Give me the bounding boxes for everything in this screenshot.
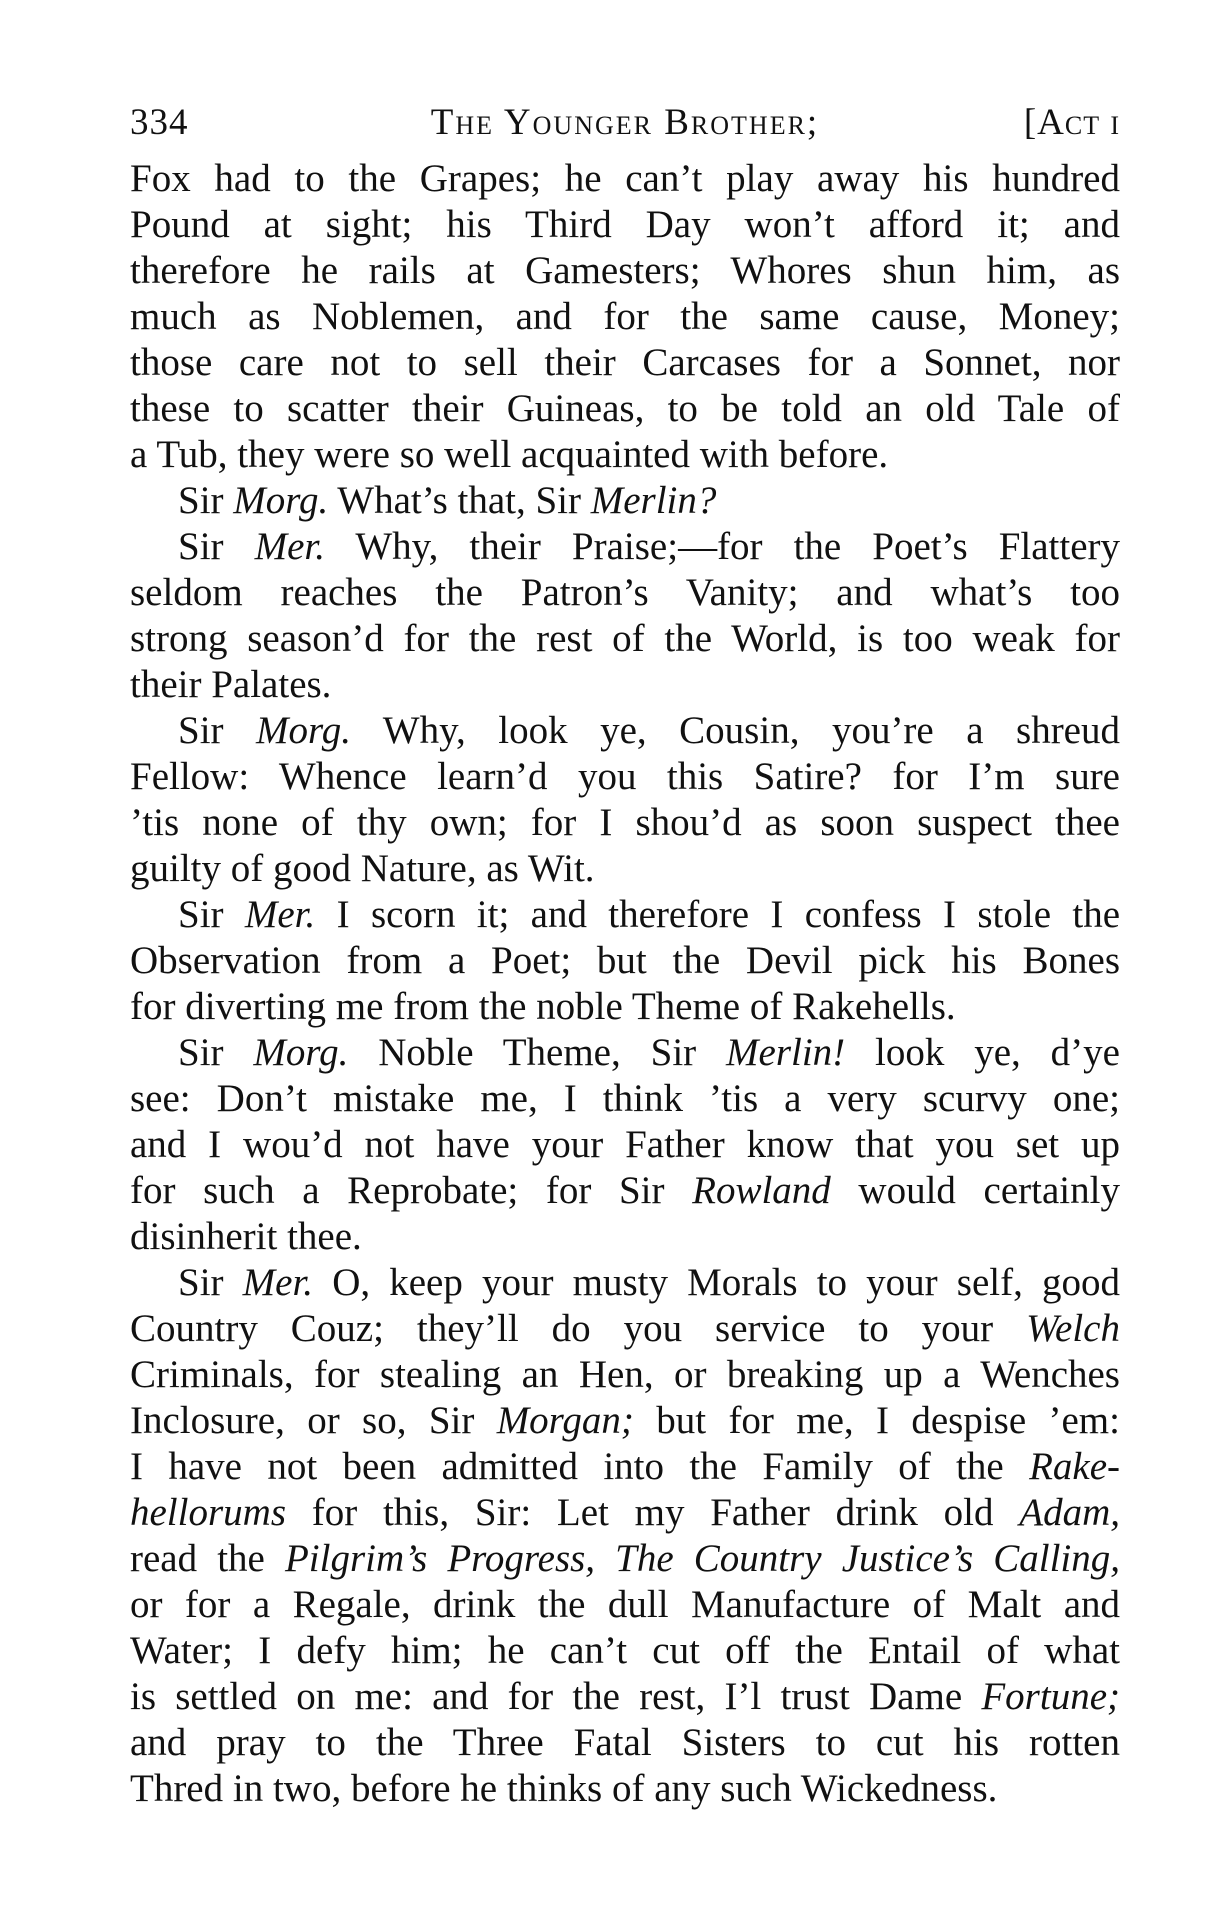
text-segment: Water; I defy him; he can’t cut off the Entail of what bbox=[130, 1629, 1120, 1672]
text-line bbox=[130, 662, 1120, 708]
text-segment: for this, Sir: Let my Father drink old bbox=[286, 1491, 1020, 1534]
text-segment: their Palates. bbox=[130, 663, 332, 706]
text-segment: a Tub, they were so well acquainted with before. bbox=[130, 433, 889, 476]
italic-text: Mer. bbox=[242, 1261, 314, 1304]
text-line bbox=[130, 1490, 1120, 1536]
act-label: [Act i bbox=[1023, 102, 1120, 143]
text-segment: therefore he rails at Gamesters; Whores shun him, as bbox=[130, 249, 1120, 292]
text-segment: Sir bbox=[178, 1261, 243, 1304]
speech-paragraph bbox=[130, 892, 1120, 1030]
text-segment: Inclosure, or so, Sir bbox=[130, 1399, 497, 1442]
text-segment: Why, their Praise;—for the Poet’s Flattery bbox=[324, 525, 1121, 568]
text-line bbox=[130, 478, 1120, 524]
text-segment: disinherit thee. bbox=[130, 1215, 362, 1258]
text-line bbox=[130, 1260, 1120, 1306]
text-line bbox=[130, 1076, 1120, 1122]
text-segment: Why, look ye, Cousin, you’re a shreud bbox=[350, 709, 1120, 752]
text-segment: Observation from a Poet; but the Devil pick his Bones bbox=[130, 939, 1120, 982]
text-line bbox=[130, 524, 1120, 570]
text-segment: for diverting me from the noble Theme of Rakehells. bbox=[130, 985, 956, 1028]
text-line bbox=[130, 294, 1120, 340]
text-segment: and I wou’d not have your Father know that you set up bbox=[130, 1123, 1120, 1166]
text-segment: look ye, d’ye bbox=[845, 1031, 1120, 1074]
text-segment bbox=[595, 1537, 615, 1580]
text-line bbox=[130, 1214, 1120, 1260]
italic-text: Morgan; bbox=[496, 1399, 634, 1442]
text-segment: ’tis none of thy own; for I shou’d as soon suspect thee bbox=[130, 801, 1120, 844]
text-line bbox=[130, 1674, 1120, 1720]
text-segment: much as Noblemen, and for the same cause, Money; bbox=[130, 295, 1120, 338]
italic-text: Morg. bbox=[256, 709, 351, 752]
text-segment: strong season’d for the rest of the World, is too weak for bbox=[130, 617, 1120, 660]
text-segment: would certainly bbox=[830, 1169, 1120, 1212]
italic-text: Morg. bbox=[253, 1031, 349, 1074]
text-segment: but for me, I despise ’em: bbox=[633, 1399, 1120, 1442]
italic-text: hellorums bbox=[130, 1491, 286, 1534]
text-line bbox=[130, 1582, 1120, 1628]
speech-paragraph bbox=[130, 708, 1120, 892]
text-segment: Thred in two, before he thinks of any such Wickedness. bbox=[130, 1767, 998, 1810]
text-segment: O, keep your musty Morals to your self, good bbox=[313, 1261, 1120, 1304]
text-segment: I scorn it; and therefore I confess I stole the bbox=[315, 893, 1121, 936]
text-line bbox=[130, 708, 1120, 754]
italic-text: Mer. bbox=[254, 525, 325, 568]
text-line bbox=[130, 202, 1120, 248]
text-segment: Sir bbox=[178, 525, 255, 568]
text-segment: Sir bbox=[178, 1031, 254, 1074]
text-line bbox=[130, 1306, 1120, 1352]
text-segment: Pound at sight; his Third Day won’t afford it; and bbox=[130, 203, 1120, 246]
speech-paragraph bbox=[130, 478, 1120, 524]
text-line bbox=[130, 984, 1120, 1030]
text-line bbox=[130, 386, 1120, 432]
text-segment: or for a Regale, drink the dull Manufacture of Malt and bbox=[130, 1583, 1120, 1626]
italic-text: Rowland bbox=[692, 1169, 831, 1212]
text-segment: Noble Theme, Sir bbox=[348, 1031, 727, 1074]
text-segment: guilty of good Nature, as Wit. bbox=[130, 847, 595, 890]
speech-paragraph bbox=[130, 524, 1120, 708]
text-segment: those care not to sell their Carcases for a Sonnet, nor bbox=[130, 341, 1120, 384]
text-line bbox=[130, 846, 1120, 892]
text-line bbox=[130, 754, 1120, 800]
text-line bbox=[130, 570, 1120, 616]
text-segment: for such a Reprobate; for Sir bbox=[130, 1169, 693, 1212]
running-title: The Younger Brother; bbox=[430, 102, 820, 143]
italic-text: Fortune; bbox=[981, 1675, 1120, 1718]
text-segment: and pray to the Three Fatal Sisters to cut his rotten bbox=[130, 1721, 1120, 1764]
text-line bbox=[130, 1352, 1120, 1398]
text-segment: Criminals, for stealing an Hen, or breaking up a Wenches bbox=[130, 1353, 1120, 1396]
italic-text: Morg. bbox=[233, 479, 329, 522]
text-line bbox=[130, 1628, 1120, 1674]
paragraph-continuation bbox=[130, 156, 1120, 478]
text-segment: What’s that, Sir bbox=[328, 479, 591, 522]
text-line bbox=[130, 156, 1120, 202]
text-line bbox=[130, 938, 1120, 984]
text-line bbox=[130, 1720, 1120, 1766]
speech-paragraph bbox=[130, 1260, 1120, 1812]
text-line bbox=[130, 1168, 1120, 1214]
text-segment: Sir bbox=[178, 709, 257, 752]
text-segment: read the bbox=[130, 1537, 285, 1580]
italic-text: Welch bbox=[1026, 1307, 1120, 1350]
text-line bbox=[130, 892, 1120, 938]
italic-text: Rake- bbox=[1029, 1445, 1120, 1488]
text-segment: I have not been admitted into the Family of the bbox=[130, 1445, 1030, 1488]
play-text bbox=[130, 156, 1120, 1812]
italic-text: Mer. bbox=[244, 893, 316, 936]
text-segment: Country Couz; they’ll do you service to your bbox=[130, 1307, 1027, 1350]
italic-text: Adam, bbox=[1019, 1491, 1120, 1534]
text-line bbox=[130, 1122, 1120, 1168]
text-line bbox=[130, 800, 1120, 846]
text-line bbox=[130, 248, 1120, 294]
text-line bbox=[130, 340, 1120, 386]
text-line bbox=[130, 1766, 1120, 1812]
text-segment: these to scatter their Guineas, to be told an old Tale of bbox=[130, 387, 1120, 430]
text-line bbox=[130, 1030, 1120, 1076]
page-number: 334 bbox=[130, 102, 189, 143]
italic-text: Pilgrim’s Progress, bbox=[284, 1537, 596, 1580]
text-line bbox=[130, 432, 1120, 478]
text-segment: is settled on me: and for the rest, I’l trust Dame bbox=[130, 1675, 982, 1718]
text-line bbox=[130, 1398, 1120, 1444]
text-line bbox=[130, 1444, 1120, 1490]
text-segment: Fellow: Whence learn’d you this Satire? for I’m sure bbox=[130, 755, 1120, 798]
text-segment: Sir bbox=[178, 479, 234, 522]
text-segment: Fox had to the Grapes; he can’t play away his hundred bbox=[130, 157, 1120, 200]
italic-text: Merlin! bbox=[726, 1031, 846, 1074]
italic-text: The Country Justice’s Calling, bbox=[615, 1537, 1120, 1580]
italic-text: Merlin? bbox=[590, 479, 717, 522]
text-line bbox=[130, 1536, 1120, 1582]
text-segment: Sir bbox=[178, 893, 245, 936]
text-segment: seldom reaches the Patron’s Vanity; and what’s too bbox=[130, 571, 1120, 614]
speech-paragraph bbox=[130, 1030, 1120, 1260]
text-segment: see: Don’t mistake me, I think ’tis a very scurvy one; bbox=[130, 1077, 1120, 1120]
running-header bbox=[130, 98, 1120, 148]
text-line bbox=[130, 616, 1120, 662]
